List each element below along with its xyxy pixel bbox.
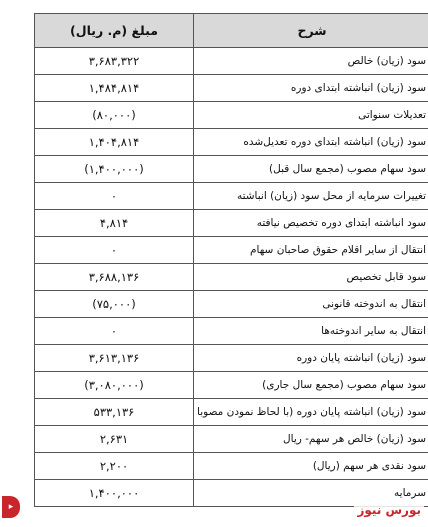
- table-row: [35, 345, 428, 372]
- row-amount: (۷۵,۰۰۰): [35, 291, 194, 318]
- row-description: سود سهام مصوب (مجمع سال قبل): [194, 156, 428, 183]
- row-amount: (۱,۴۰۰,۰۰۰): [35, 156, 194, 183]
- row-amount: (۸۰,۰۰۰): [35, 102, 194, 129]
- row-description: سود نقدی هر سهم (ریال): [194, 453, 428, 480]
- row-amount: ۳,۶۱۳,۱۳۶: [35, 345, 194, 372]
- header-description: شرح: [194, 14, 428, 48]
- table-row: [35, 237, 428, 264]
- row-amount: ۵۳۳,۱۳۶: [35, 399, 194, 426]
- table-row: [35, 372, 428, 399]
- row-description: سود (زیان) خالص هر سهم- ریال: [194, 426, 428, 453]
- table-row: [35, 48, 428, 75]
- profit-distribution-table: [34, 13, 428, 507]
- row-description: سود سهام مصوب (مجمع سال جاری): [194, 372, 428, 399]
- table-row: [35, 210, 428, 237]
- row-amount: ۰: [35, 318, 194, 345]
- row-description: تعدیلات سنواتی: [194, 102, 428, 129]
- table-row: [35, 156, 428, 183]
- table-row: [35, 129, 428, 156]
- row-amount: ۲,۲۰۰: [35, 453, 194, 480]
- table-row: [35, 399, 428, 426]
- row-amount: ۰: [35, 237, 194, 264]
- header-amount: مبلغ (م. ریال): [35, 14, 194, 48]
- table-row: [35, 75, 428, 102]
- table-row: [35, 183, 428, 210]
- row-amount: ۰: [35, 183, 194, 210]
- row-amount: ۳,۶۸۳,۳۲۲: [35, 48, 194, 75]
- row-description: سود (زیان) انباشته ابتدای دوره: [194, 75, 428, 102]
- row-amount: ۱,۴۰۴,۸۱۴: [35, 129, 194, 156]
- row-description: سود (زیان) انباشته ابتدای دوره تعدیل‌شده: [194, 129, 428, 156]
- table-row: [35, 318, 428, 345]
- table-row: [35, 291, 428, 318]
- watermark-text: بورس نیوز: [354, 503, 424, 517]
- table-row: [35, 453, 428, 480]
- row-description: سرمایه: [194, 480, 428, 507]
- row-description: سود قابل تخصیص: [194, 264, 428, 291]
- row-description: انتقال به اندوخته قانونی: [194, 291, 428, 318]
- watermark-logo-icon: ▸: [2, 496, 20, 518]
- row-amount: ۳,۶۸۸,۱۳۶: [35, 264, 194, 291]
- row-amount: ۱,۴۰۰,۰۰۰: [35, 480, 194, 507]
- row-description: سود (زیان) انباشته پایان دوره: [194, 345, 428, 372]
- row-description: سود (زیان) خالص: [194, 48, 428, 75]
- row-description: سود (زیان) انباشته پایان دوره (با لحاظ نمودن مصوبا: [194, 399, 428, 426]
- table-row: [35, 426, 428, 453]
- row-description: تغییرات سرمایه از محل سود (زیان) انباشته: [194, 183, 428, 210]
- row-description: سود انباشته ابتدای دوره تخصیص نیافته: [194, 210, 428, 237]
- table-row: [35, 102, 428, 129]
- row-amount: ۲,۶۳۱: [35, 426, 194, 453]
- row-description: انتقال به سایر اندوخته‌ها: [194, 318, 428, 345]
- table-header-row: [35, 14, 428, 48]
- row-amount: (۳,۰۸۰,۰۰۰): [35, 372, 194, 399]
- table-row: [35, 264, 428, 291]
- row-description: انتقال از سایر اقلام حقوق صاحبان سهام: [194, 237, 428, 264]
- row-amount: ۱,۴۸۴,۸۱۴: [35, 75, 194, 102]
- row-amount: ۴,۸۱۴: [35, 210, 194, 237]
